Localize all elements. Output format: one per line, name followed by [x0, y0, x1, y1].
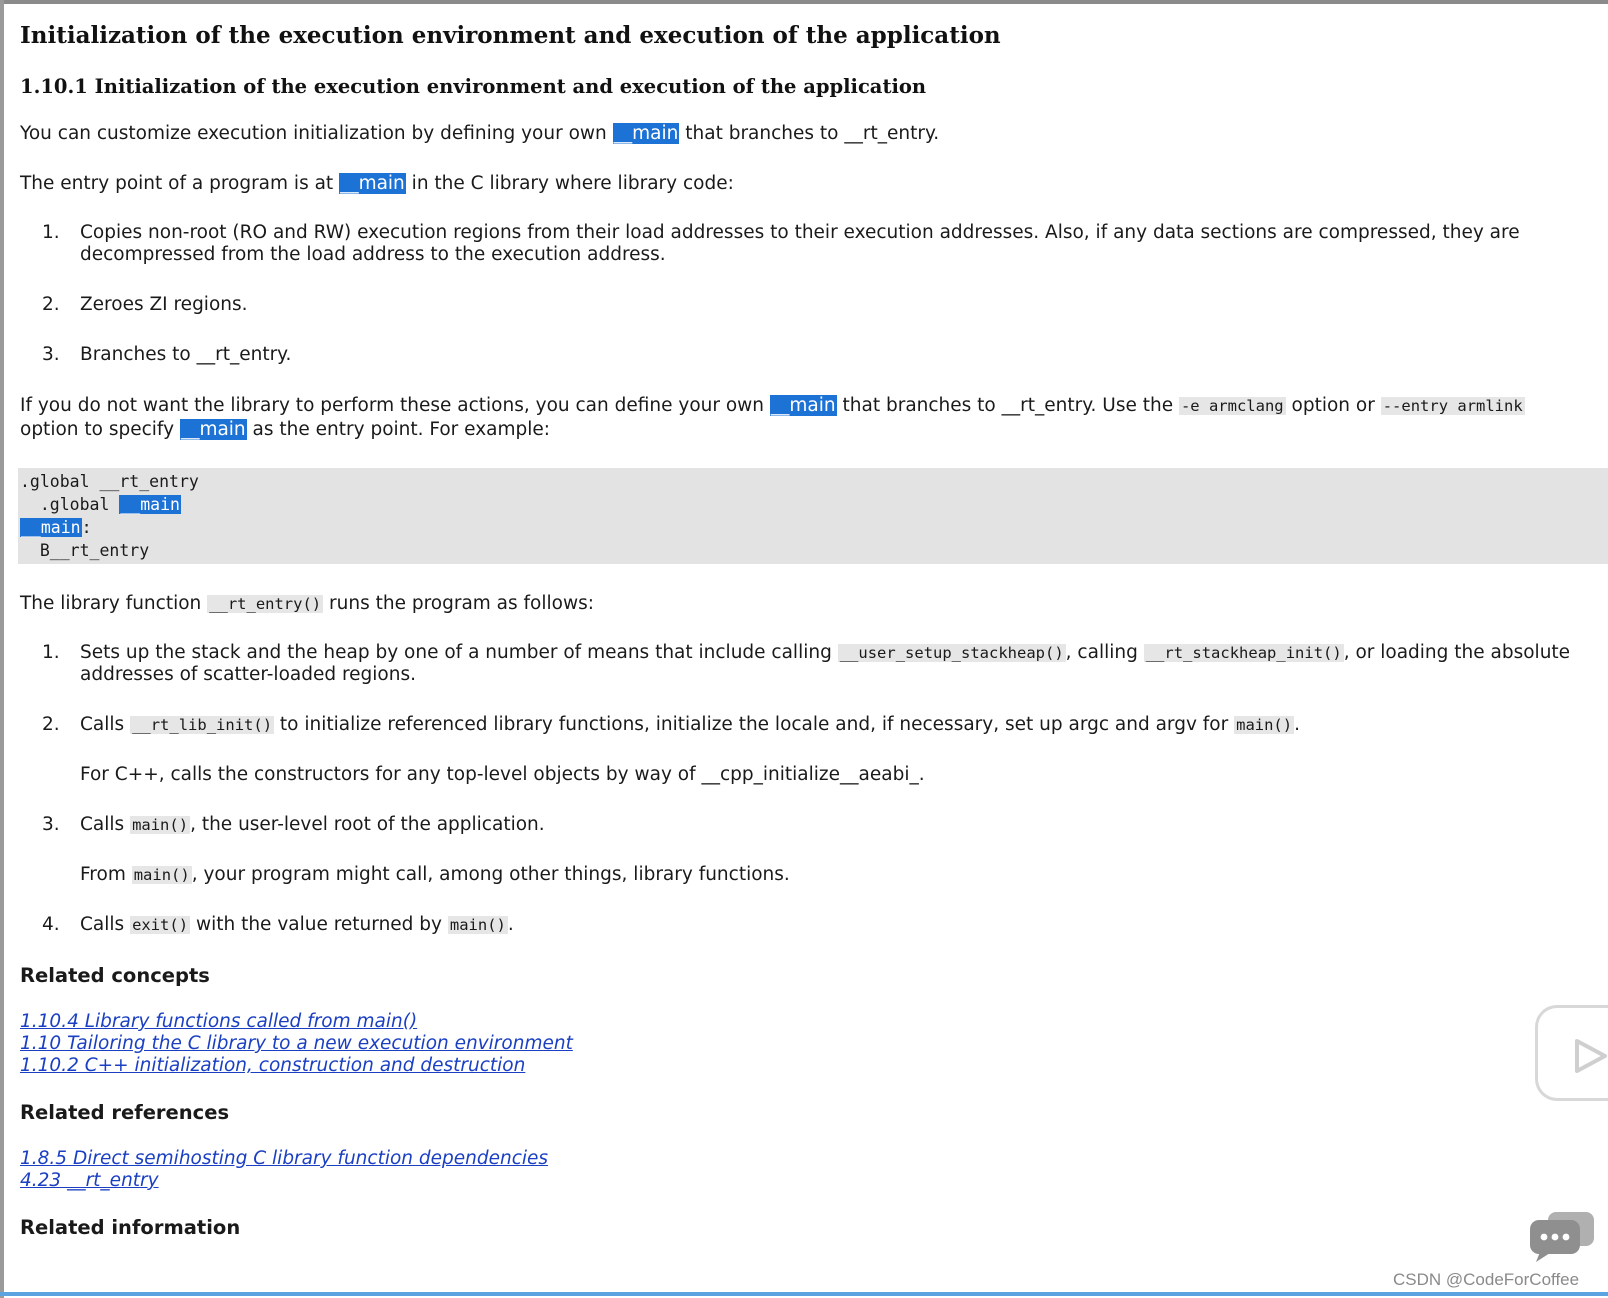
list-text: Zeroes ZI regions.	[80, 294, 248, 315]
list-item	[20, 814, 1590, 886]
text: .	[1294, 714, 1300, 735]
list-subtext	[80, 864, 1590, 886]
inline-code: __rt_stackheap_init()	[1145, 644, 1342, 662]
inline-code: --entry armlink	[1382, 397, 1523, 415]
inline-code: main()	[1236, 716, 1293, 734]
play-icon[interactable]	[1535, 1005, 1608, 1101]
list-text: Branches to __rt_entry.	[80, 344, 292, 365]
text: If you do not want the library to perform these actions, you can define your own	[20, 395, 770, 416]
text: runs the program as follows:	[323, 593, 594, 614]
list-number: 3.	[42, 344, 60, 365]
link-rt-entry[interactable]: 4.23 __rt_entry	[20, 1170, 159, 1191]
list-item	[20, 344, 1590, 366]
list-number: 2.	[42, 714, 60, 735]
list-number: 3.	[42, 814, 60, 835]
selection-highlight: __main	[613, 123, 679, 144]
related-references-heading: Related references	[20, 1101, 230, 1124]
list-number: 1.	[42, 642, 60, 663]
text: From	[80, 864, 132, 885]
list-number: 4.	[42, 914, 60, 935]
inline-code: __user_setup_stackheap()	[839, 644, 1064, 662]
rt-entry-steps	[20, 642, 1590, 936]
list-item	[20, 714, 1590, 786]
inline-code: main()	[449, 916, 506, 934]
text: The entry point of a program is at	[20, 173, 340, 194]
text: Calls	[80, 814, 131, 835]
window-top-border	[0, 0, 1608, 4]
text: Sets up the stack and the heap by one of a number of means that include calling	[80, 642, 838, 663]
related-concepts-heading: Related concepts	[20, 964, 210, 987]
inline-code: __rt_lib_init()	[132, 716, 273, 734]
selection-highlight: __main	[770, 395, 836, 416]
text: in the C library where library code:	[405, 173, 734, 194]
text: Calls	[80, 914, 131, 935]
inline-code: exit()	[132, 916, 189, 934]
inline-code: __rt_entry()	[209, 595, 322, 613]
list-item	[20, 914, 1590, 936]
section-title: 1.10.1 Initialization of the execution environment and execution of the application	[20, 75, 927, 98]
related-concepts-links	[20, 1011, 1590, 1077]
list-item	[20, 294, 1590, 316]
code-line: .global __rt_entry	[20, 472, 199, 491]
text: , your program might call, among other things, library functions.	[191, 864, 790, 885]
inline-code: main()	[133, 866, 190, 884]
text: option to specify	[20, 419, 180, 440]
inline-code: main()	[132, 816, 189, 834]
text: , or loading the absolute addresses of scatter-loaded regions.	[80, 642, 1571, 685]
text: The library function	[20, 593, 208, 614]
code-line: .global	[20, 495, 120, 514]
page-title: Initialization of the execution environment and execution of the application	[20, 22, 1001, 49]
list-text: Copies non-root (RO and RW) execution regions from their load addresses to their execution addresses. Also, if any data sections are compressed, they are decompressed from the load address to the execution address.	[80, 222, 1520, 265]
list-number: 1.	[42, 222, 60, 243]
custom-main-paragraph	[20, 394, 1590, 442]
code-example	[18, 468, 1608, 564]
watermark: CSDN @CodeForCoffee	[1393, 1270, 1580, 1289]
code-line: B__rt_entry	[20, 541, 150, 560]
text: that branches to __rt_entry.	[679, 123, 940, 144]
inline-code: -e armclang	[1180, 397, 1284, 415]
text: You can customize execution initialization by defining your own	[20, 123, 613, 144]
text: as the entry point. For example:	[246, 419, 551, 440]
rt-entry-paragraph	[20, 592, 1590, 616]
selection-highlight: __main	[340, 173, 405, 194]
selection-highlight: __main	[21, 518, 81, 537]
link-semihosting-dependencies[interactable]: 1.8.5 Direct semihosting C library function dependencies	[20, 1148, 549, 1169]
text: .	[507, 914, 514, 935]
text: that branches to __rt_entry. Use the	[836, 395, 1179, 416]
document-content	[20, 22, 1590, 1263]
library-code-steps	[20, 222, 1590, 366]
code-line: :	[81, 518, 92, 537]
intro-paragraph	[20, 122, 1590, 146]
window-left-border	[0, 0, 4, 1298]
link-library-functions-main[interactable]: 1.10.4 Library functions called from main()	[20, 1011, 418, 1032]
list-item	[20, 222, 1590, 266]
list-subtext: For C++, calls the constructors for any top-level objects by way of __cpp_initialize__aeabi_.	[80, 764, 925, 785]
text: to initialize referenced library functions, initialize the locale and, if necessary, set up argc and argv for	[274, 714, 1235, 735]
text: option or	[1285, 395, 1381, 416]
text: , the user-level root of the application.	[190, 814, 545, 835]
list-item	[20, 642, 1590, 686]
window-bottom-border	[0, 1292, 1608, 1296]
selection-highlight: __main	[120, 495, 180, 514]
entry-point-paragraph	[20, 172, 1590, 196]
chat-bubble-icon[interactable]	[1526, 1208, 1600, 1264]
link-cpp-initialization[interactable]: 1.10.2 C++ initialization, construction and destruction	[20, 1055, 526, 1076]
related-references-links	[20, 1148, 1590, 1192]
link-tailoring-c-library[interactable]: 1.10 Tailoring the C library to a new execution environment	[20, 1033, 573, 1054]
selection-highlight: __main	[180, 419, 246, 440]
list-number: 2.	[42, 294, 60, 315]
text: with the value returned by	[190, 914, 448, 935]
text: Calls	[80, 714, 131, 735]
related-information-heading: Related information	[20, 1216, 241, 1239]
text: , calling	[1065, 642, 1144, 663]
